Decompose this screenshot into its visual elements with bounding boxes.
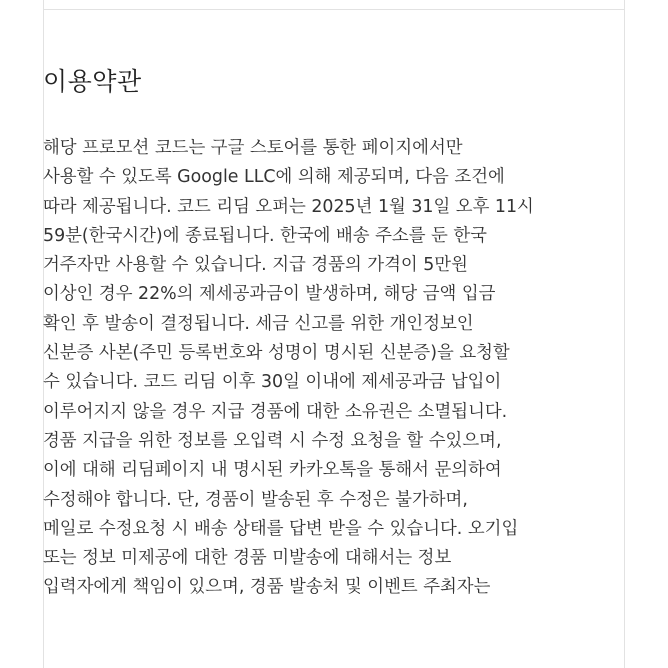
terms-line: 확인 후 발송이 결정됩니다. 세금 신고를 위한 개인정보인	[43, 313, 474, 334]
terms-line: 수 있습니다. 코드 리딤 이후 30일 이내에 제세공과금 납입이	[43, 372, 502, 393]
terms-line: 신분증 사본(주민 등록번호와 성명이 명시된 신분증)을 요청할	[43, 343, 510, 364]
terms-line: 이에 대해 리딤페이지 내 명시된 카카오톡을 통해서 문의하여	[43, 460, 502, 481]
terms-line: 사용할 수 있도록 Google LLC에 의해 제공되며, 다음 조건에	[43, 167, 505, 188]
terms-line: 입력자에게 책임이 있으며, 경품 발송처 및 이벤트 주최자는	[43, 577, 491, 598]
terms-line: 이루어지지 않을 경우 지급 경품에 대한 소유권은 소멸됩니다.	[43, 401, 508, 422]
terms-line: 메일로 수정요청 시 배송 상태를 답변 받을 수 있습니다. 오기입	[43, 518, 519, 539]
terms-line: 수정해야 합니다. 단, 경품이 발송된 후 수정은 불가하며,	[43, 489, 468, 510]
terms-line: 또는 정보 미제공에 대한 경품 미발송에 대해서는 정보	[43, 548, 452, 569]
terms-body	[43, 134, 625, 603]
terms-line: 경품 지급을 위한 정보를 오입력 시 수정 요청을 할 수있으며,	[43, 430, 502, 451]
terms-line: 거주자만 사용할 수 있습니다. 지급 경품의 가격이 5만원	[43, 255, 468, 276]
terms-line: 이상인 경우 22%의 제세공과금이 발생하며, 해당 금액 입금	[43, 284, 496, 305]
terms-line: 해당 프로모션 코드는 구글 스토어를 통한 페이지에서만	[43, 138, 463, 158]
page-title: 이용약관	[43, 67, 142, 96]
terms-line: 따라 제공됩니다. 코드 리딤 오퍼는 2025년 1월 31일 오후 11시	[43, 196, 534, 217]
top-divider	[43, 9, 625, 10]
terms-line: 59분(한국시간)에 종료됩니다. 한국에 배송 주소를 둔 한국	[43, 225, 487, 246]
